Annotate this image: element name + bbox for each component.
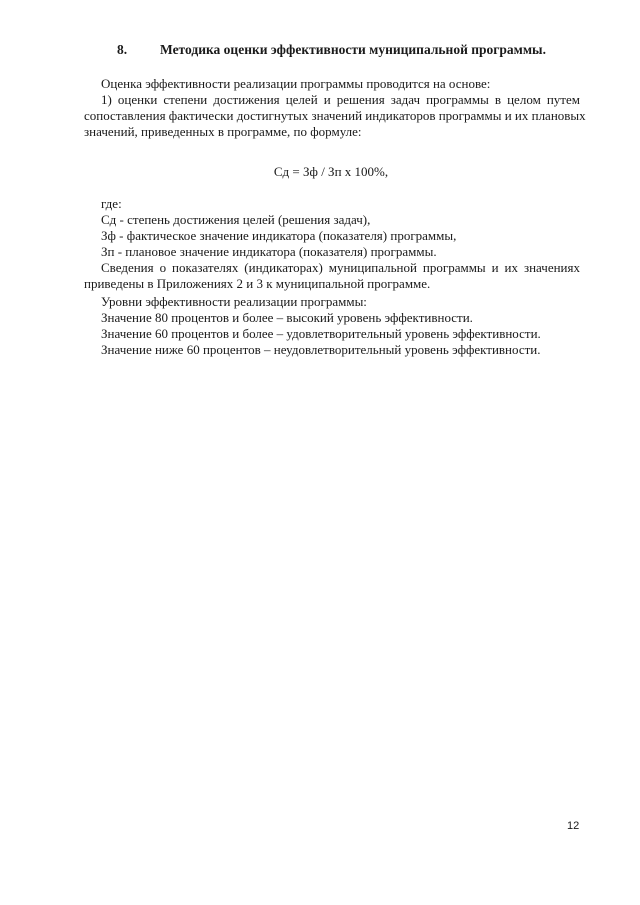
formula: Сд = Зф / Зп х 100%, xyxy=(273,164,389,179)
level-unsatisfactory: Значение ниже 60 процентов – неудовлетворительный уровень эффективности. xyxy=(101,342,541,357)
level-high: Значение 80 процентов и более – высокий уровень эффективности. xyxy=(101,310,473,325)
section-title: Методика оценки эффективности муниципальной программы. xyxy=(160,42,546,57)
intro-line: Оценка эффективности реализации программы проводится на основе: xyxy=(101,76,491,91)
page-number: 12 xyxy=(567,820,580,832)
info-line1: Сведения о показателях (индикаторах) муниципальной программы и их значениях xyxy=(101,260,580,275)
level-satisfactory: Значение 60 процентов и более – удовлетворительный уровень эффективности. xyxy=(101,326,541,341)
intro-paragraph xyxy=(84,76,580,92)
where-label: где: xyxy=(101,196,122,211)
info-line2: приведены в Приложениях 2 и 3 к муниципальной программе. xyxy=(84,276,431,291)
section-number: 8. xyxy=(117,42,128,57)
item1-paragraph xyxy=(84,92,586,140)
levels-title: Уровни эффективности реализации программы: xyxy=(101,294,367,309)
item1-line2: сопоставления фактически достигнутых значений индикаторов программы и их плановых xyxy=(84,108,586,123)
definition-zf: Зф - фактическое значение индикатора (показателя) программы, xyxy=(101,228,457,243)
levels-block xyxy=(84,294,580,358)
item1-line3: значений, приведенных в программе, по формуле: xyxy=(84,124,362,139)
definition-sd: Сд - степень достижения целей (решения задач), xyxy=(101,212,371,227)
item1-line1: 1) оценки степени достижения целей и решения задач программы в целом путем xyxy=(101,92,580,107)
definitions-block xyxy=(84,196,580,292)
definition-zp: Зп - плановое значение индикатора (показателя) программы. xyxy=(101,244,437,259)
